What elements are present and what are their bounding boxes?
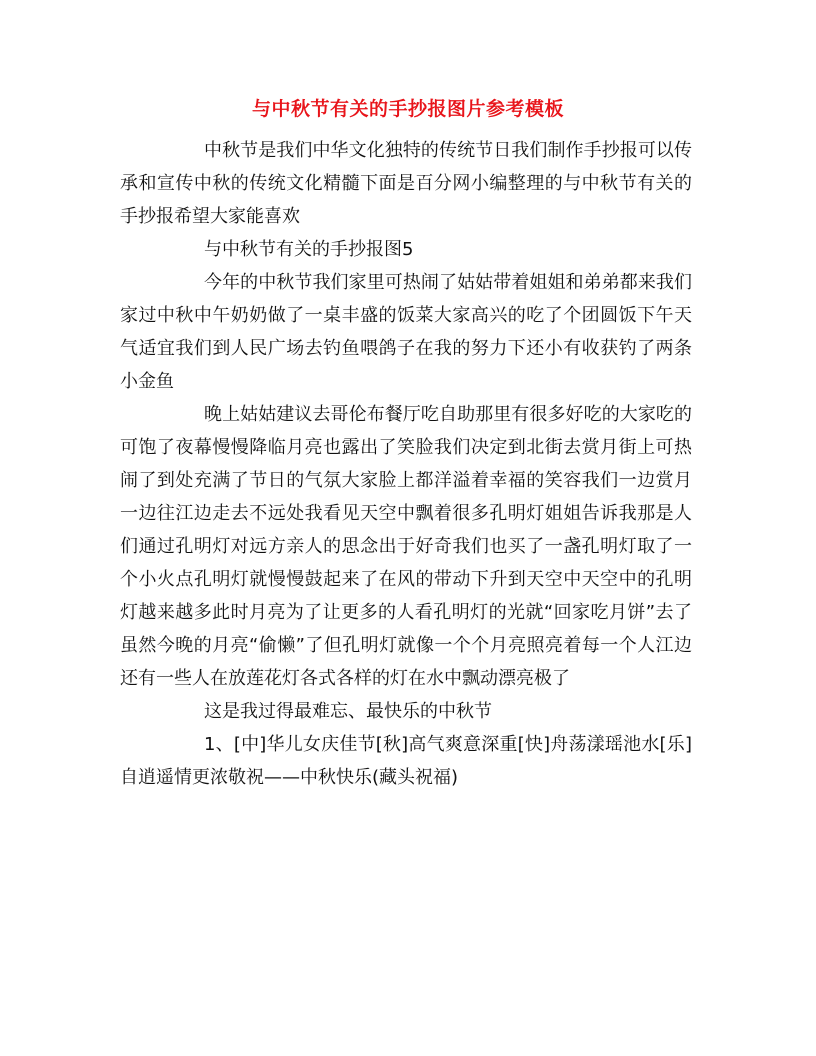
greeting-item-1: 1、[中]华儿女庆佳节[秋]高气爽意深重[快]舟荡漾瑶池水[乐]自逍遥情更浓敬祝——中秋快乐(藏头祝福) xyxy=(120,734,692,788)
document-title: 与中秋节有关的手抄报图片参考模板 xyxy=(251,98,564,120)
closing-line: 这是我过得最难忘、最快乐的中秋节 xyxy=(204,701,492,722)
story-paragraph-2: 晚上姑姑建议去哥伦布餐厅吃自助那里有很多好吃的大家吃的可饱了夜幕慢慢降临月亮也露出了笑脸我们决定到北街去赏月街上可热闹了到处充满了节日的气氛大家脸上都洋溢着幸福的笑容我们一边赏月一边往江边走去不远处我看见天空中飘着很多孔明灯姐姐告诉我那是人们通过孔明灯对远方亲人的思念出于好奇我们也买了一盏孔明灯取了一个小火点孔明灯就慢慢鼓起来了在风的带动下升到天空中天空中的孔明灯越来越多此时月亮为了让更多的人看孔明灯的光就“回家吃月饼”去了虽然今晚的月亮“偷懒”了但孔明灯就像一个个月亮照亮着每一个人江边还有一些人在放莲花灯各式各样的灯在水中飘动漂亮极了 xyxy=(120,404,692,689)
document-body xyxy=(120,134,692,794)
story-paragraph-1: 今年的中秋节我们家里可热闹了姑姑带着姐姐和弟弟都来我们家过中秋中午奶奶做了一桌丰盛的饭菜大家高兴的吃了个团圆饭下午天气适宜我们到人民广场去钓鱼喂鸽子在我的努力下还小有收获钓了两条小金鱼 xyxy=(120,272,692,392)
intro-paragraph: 中秋节是我们中华文化独特的传统节日我们制作手抄报可以传承和宣传中秋的传统文化精髓下面是百分网小编整理的与中秋节有关的手抄报希望大家能喜欢 xyxy=(120,140,692,227)
section-heading: 与中秋节有关的手抄报图5 xyxy=(204,239,414,260)
